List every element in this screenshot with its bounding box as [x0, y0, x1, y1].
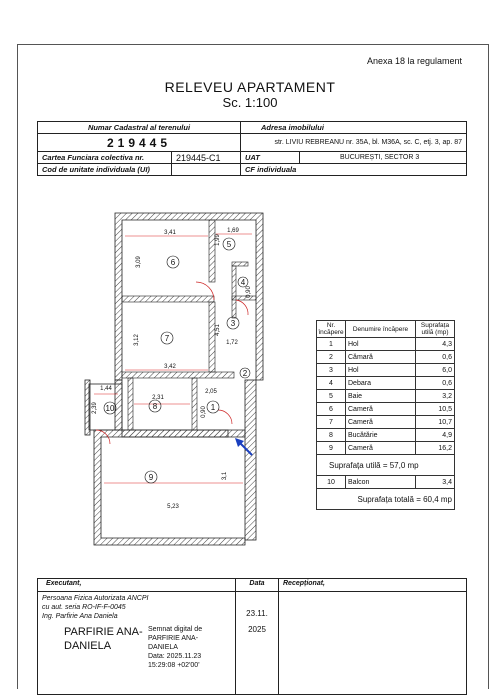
room-label-1: 1 — [210, 403, 216, 412]
dim-label: 0,90 — [246, 286, 252, 298]
date-label: Data — [236, 579, 279, 592]
address-label: Adresa imobilului — [241, 122, 467, 134]
exec-label: Executant, — [38, 579, 236, 592]
annex-note: Anexa 18 la regulament — [366, 56, 462, 66]
room-label-2: 2 — [242, 369, 248, 378]
room-name: Baie — [346, 390, 416, 403]
uat-label: UAT — [241, 152, 300, 164]
room-label-10: 10 — [105, 404, 115, 413]
room-name: Debara — [346, 377, 416, 390]
dim-label: 2,39 — [92, 402, 98, 414]
cad-label: Numar Cadastral al terenului — [38, 122, 241, 134]
room-area: 3,4 — [416, 476, 455, 489]
room-nr: 7 — [317, 416, 346, 429]
dsig-line-5: 15:29:08 +02'00' — [148, 662, 200, 669]
room-area: 16,2 — [416, 442, 455, 455]
room-area: 0,6 — [416, 377, 455, 390]
grand-area-total: Suprafața totală = 60,4 mp — [317, 489, 455, 510]
room-name: Cameră — [346, 403, 416, 416]
table-row — [317, 364, 455, 377]
exec-line-1: Persoana Fizica Autorizata ANCPI — [42, 595, 149, 602]
dim-label: 3,09 — [136, 256, 142, 268]
dim-label: 2,05 — [205, 389, 217, 395]
cfi-label: CF individuala — [241, 164, 467, 176]
cf-value: 219445-C1 — [172, 152, 241, 164]
dim-label: 5,23 — [167, 504, 179, 510]
table-row — [317, 476, 455, 489]
dim-label: 3,41 — [164, 230, 176, 236]
table-row — [317, 442, 455, 455]
dim-label: 0,90 — [201, 406, 207, 418]
date-line-1: 23.11. — [246, 609, 268, 618]
room-label-5: 5 — [226, 240, 232, 249]
footer-table — [37, 578, 467, 695]
recv-label: Recepționat, — [279, 579, 467, 592]
room-nr: 10 — [317, 476, 346, 489]
room-area: 10,5 — [416, 403, 455, 416]
room-nr: 3 — [317, 364, 346, 377]
room-name: Cămară — [346, 351, 416, 364]
date-line-2: 2025 — [248, 625, 266, 634]
table-row — [317, 351, 455, 364]
address-value: str. LIVIU REBREANU nr. 35A, bl. M36A, sc. C, etj. 3, ap. 87 — [241, 134, 467, 152]
room-label-9: 9 — [148, 473, 154, 482]
room-area: 3,2 — [416, 390, 455, 403]
document-scale: Sc. 1:100 — [222, 95, 278, 110]
ui-label: Cod de unitate individuala (UI) — [38, 164, 172, 176]
document-title: RELEVEU APARTAMENT — [164, 79, 336, 95]
room-nr: 9 — [317, 442, 346, 455]
dsig-line-1: Semnat digital de — [148, 626, 203, 633]
cad-value: 219445 — [38, 134, 241, 152]
table-row — [317, 403, 455, 416]
dim-label: 4,51 — [215, 324, 221, 336]
dim-label: 1,99 — [215, 234, 221, 246]
room-label-7: 7 — [164, 334, 170, 343]
room-name: Cameră — [346, 442, 416, 455]
room-nr: 8 — [317, 429, 346, 442]
col-name-header: Denumire încăpere — [346, 321, 416, 338]
exec-line-2: cu aut. seria RO-IF-F-0045 — [42, 604, 126, 611]
room-label-6: 6 — [170, 258, 176, 267]
useful-area-total: Suprafața utilă = 57,0 mp — [317, 455, 455, 476]
room-label-3: 3 — [230, 319, 236, 328]
room-name: Cameră — [346, 416, 416, 429]
room-name: Bucătărie — [346, 429, 416, 442]
rooms-table — [316, 320, 455, 510]
room-nr: 4 — [317, 377, 346, 390]
dim-label: 3,42 — [164, 364, 176, 370]
cf-label: Cartea Funciara colectiva nr. — [38, 152, 172, 164]
room-nr: 6 — [317, 403, 346, 416]
room-name: Hol — [346, 338, 416, 351]
dsig-line-2: PARFIRIE ANA- — [148, 635, 199, 642]
room-area: 6,0 — [416, 364, 455, 377]
dsig-line-4: Data: 2025.11.23 — [148, 653, 202, 660]
room-nr: 2 — [317, 351, 346, 364]
room-name: Balcon — [346, 476, 416, 489]
room-area: 10,7 — [416, 416, 455, 429]
dsig-line-3: DANIELA — [148, 644, 178, 651]
room-nr: 5 — [317, 390, 346, 403]
table-row — [317, 390, 455, 403]
col-nr-header: Nr. încăpere — [318, 322, 344, 336]
table-row — [317, 338, 455, 351]
dim-label: 1,72 — [226, 340, 238, 346]
col-area-header: Suprafața utilă (mp) — [416, 321, 455, 338]
room-name: Hol — [346, 364, 416, 377]
exec-line-3: Ing. Parfirie Ana Daniela — [42, 613, 118, 620]
uat-value: BUCUREȘTI, SECTOR 3 — [300, 152, 467, 164]
dim-label: 1,44 — [100, 386, 112, 392]
room-label-4: 4 — [240, 278, 246, 287]
dim-label: 3,1 — [222, 471, 228, 481]
dim-label: 2,31 — [152, 395, 164, 401]
table-row — [317, 377, 455, 390]
table-row — [317, 416, 455, 429]
room-area: 4,9 — [416, 429, 455, 442]
dim-label: 1,69 — [227, 228, 239, 234]
room-area: 0,6 — [416, 351, 455, 364]
signature-name: PARFIRIE ANA-DANIELA — [64, 626, 143, 652]
dim-label: 3,12 — [134, 334, 140, 346]
room-area: 4,3 — [416, 338, 455, 351]
room-nr: 1 — [317, 338, 346, 351]
table-row — [317, 429, 455, 442]
room-label-8: 8 — [152, 402, 158, 411]
